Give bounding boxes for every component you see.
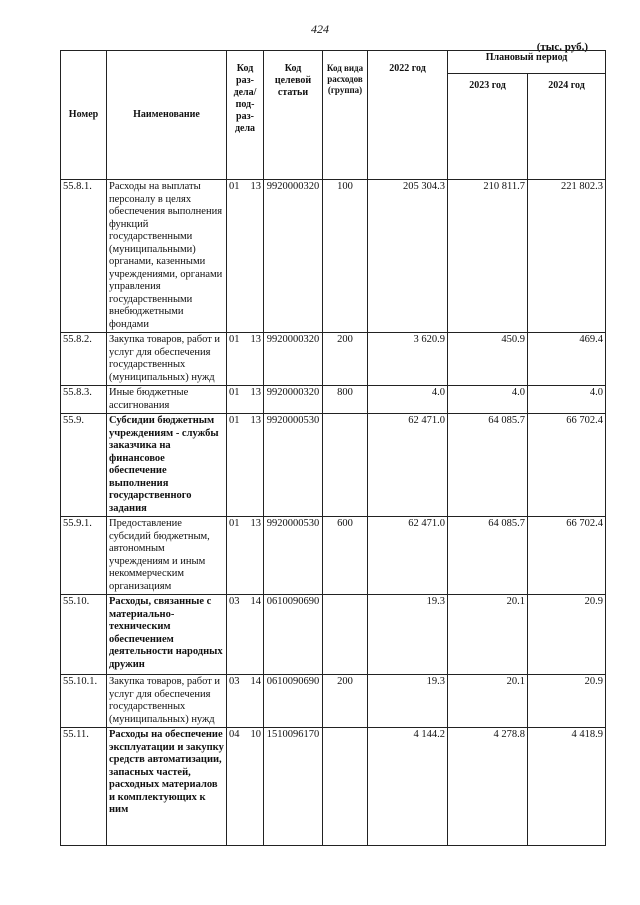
row-value-2024: 66 702.4: [528, 517, 606, 595]
row-subsection: 13: [247, 517, 264, 595]
row-section: 01: [227, 414, 247, 517]
header-section: Код раз-дела/ под-раз-дела: [227, 51, 264, 180]
row-expense: 200: [323, 333, 368, 386]
row-value-2023: 450.9: [448, 333, 528, 386]
row-target: 9920000530: [264, 414, 323, 517]
row-section: 04: [227, 728, 247, 846]
row-subsection: 13: [247, 414, 264, 517]
row-name: Закупка товаров, работ и услуг для обеспечения государственных (муниципальных) нужд: [107, 333, 227, 386]
row-subsection: 13: [247, 386, 264, 414]
row-value-2023: 4 278.8: [448, 728, 528, 846]
row-expense: [323, 595, 368, 675]
row-value-2023: 20.1: [448, 675, 528, 728]
row-name: Предоставление субсидий бюджетным, автономным учреждениям и иным некоммерческим организациям: [107, 517, 227, 595]
row-value-2023: 64 085.7: [448, 517, 528, 595]
header-number: Номер: [61, 51, 107, 180]
header-2022: 2022 год: [368, 51, 448, 180]
row-number: 55.10.: [61, 595, 107, 675]
header-name: Наименование: [107, 51, 227, 180]
row-name: Закупка товаров, работ и услуг для обеспечения государственных (муниципальных) нужд: [107, 675, 227, 728]
row-subsection: 10: [247, 728, 264, 846]
row-expense: [323, 728, 368, 846]
row-value-2022: 62 471.0: [368, 517, 448, 595]
row-name: Иные бюджетные ассигнования: [107, 386, 227, 414]
row-value-2023: 210 811.7: [448, 180, 528, 333]
row-value-2023: 20.1: [448, 595, 528, 675]
row-value-2024: 469.4: [528, 333, 606, 386]
row-value-2024: 221 802.3: [528, 180, 606, 333]
row-value-2022: 205 304.3: [368, 180, 448, 333]
row-target: 9920000320: [264, 386, 323, 414]
row-name: Расходы на обеспечение эксплуатации и закупку средств автоматизации, запасных частей, расходных материалов и комплектующих к ним: [107, 728, 227, 846]
row-section: 01: [227, 180, 247, 333]
table-row: [61, 414, 606, 517]
row-section: 01: [227, 333, 247, 386]
row-section: 01: [227, 517, 247, 595]
row-section: 01: [227, 386, 247, 414]
row-subsection: 14: [247, 595, 264, 675]
row-value-2022: 19.3: [368, 675, 448, 728]
row-value-2023: 64 085.7: [448, 414, 528, 517]
row-value-2024: 20.9: [528, 675, 606, 728]
row-section: 03: [227, 595, 247, 675]
table-row: [61, 333, 606, 386]
row-section: 03: [227, 675, 247, 728]
row-subsection: 14: [247, 675, 264, 728]
row-number: 55.11.: [61, 728, 107, 846]
header-2024: 2024 год: [528, 74, 606, 180]
page-number: 424: [311, 22, 329, 36]
table-row: [61, 386, 606, 414]
row-target: 9920000320: [264, 333, 323, 386]
table-row: [61, 728, 606, 846]
row-name: Расходы, связанные с материально-техническим обеспечением деятельности народных дружин: [107, 595, 227, 675]
budget-table: [60, 50, 606, 846]
header-2023: 2023 год: [448, 74, 528, 180]
row-expense: 200: [323, 675, 368, 728]
row-value-2022: 62 471.0: [368, 414, 448, 517]
row-value-2022: 19.3: [368, 595, 448, 675]
row-number: 55.8.1.: [61, 180, 107, 333]
row-subsection: 13: [247, 333, 264, 386]
row-number: 55.8.2.: [61, 333, 107, 386]
row-number: 55.9.: [61, 414, 107, 517]
row-expense: 800: [323, 386, 368, 414]
table-row: [61, 675, 606, 728]
row-value-2024: 4.0: [528, 386, 606, 414]
row-target: 9920000320: [264, 180, 323, 333]
header-planned: Плановый период: [448, 51, 606, 74]
row-expense: [323, 414, 368, 517]
row-number: 55.9.1.: [61, 517, 107, 595]
row-target: 0610090690: [264, 675, 323, 728]
row-value-2022: 4 144.2: [368, 728, 448, 846]
row-value-2024: 4 418.9: [528, 728, 606, 846]
row-value-2023: 4.0: [448, 386, 528, 414]
row-value-2022: 3 620.9: [368, 333, 448, 386]
row-number: 55.10.1.: [61, 675, 107, 728]
row-target: 0610090690: [264, 595, 323, 675]
table-row: [61, 517, 606, 595]
row-name: Расходы на выплаты персоналу в целях обеспечения выполнения функций государственными (муниципальными) органами, казенными учреждениями, органами управления государственными внебюджетными фондами: [107, 180, 227, 333]
row-target: 1510096170: [264, 728, 323, 846]
units-label: (тыс. руб.): [536, 41, 588, 53]
row-subsection: 13: [247, 180, 264, 333]
table-row: [61, 180, 606, 333]
row-value-2024: 20.9: [528, 595, 606, 675]
header-expense: Код вида расходов (группа): [323, 51, 368, 180]
row-number: 55.8.3.: [61, 386, 107, 414]
row-value-2024: 66 702.4: [528, 414, 606, 517]
row-name: Субсидии бюджетным учреждениям - службы заказчика на финансовое обеспечение выполнения государственного задания: [107, 414, 227, 517]
row-value-2022: 4.0: [368, 386, 448, 414]
header-target: Код целевой статьи: [264, 51, 323, 180]
row-expense: 600: [323, 517, 368, 595]
table-row: [61, 595, 606, 675]
row-target: 9920000530: [264, 517, 323, 595]
row-expense: 100: [323, 180, 368, 333]
